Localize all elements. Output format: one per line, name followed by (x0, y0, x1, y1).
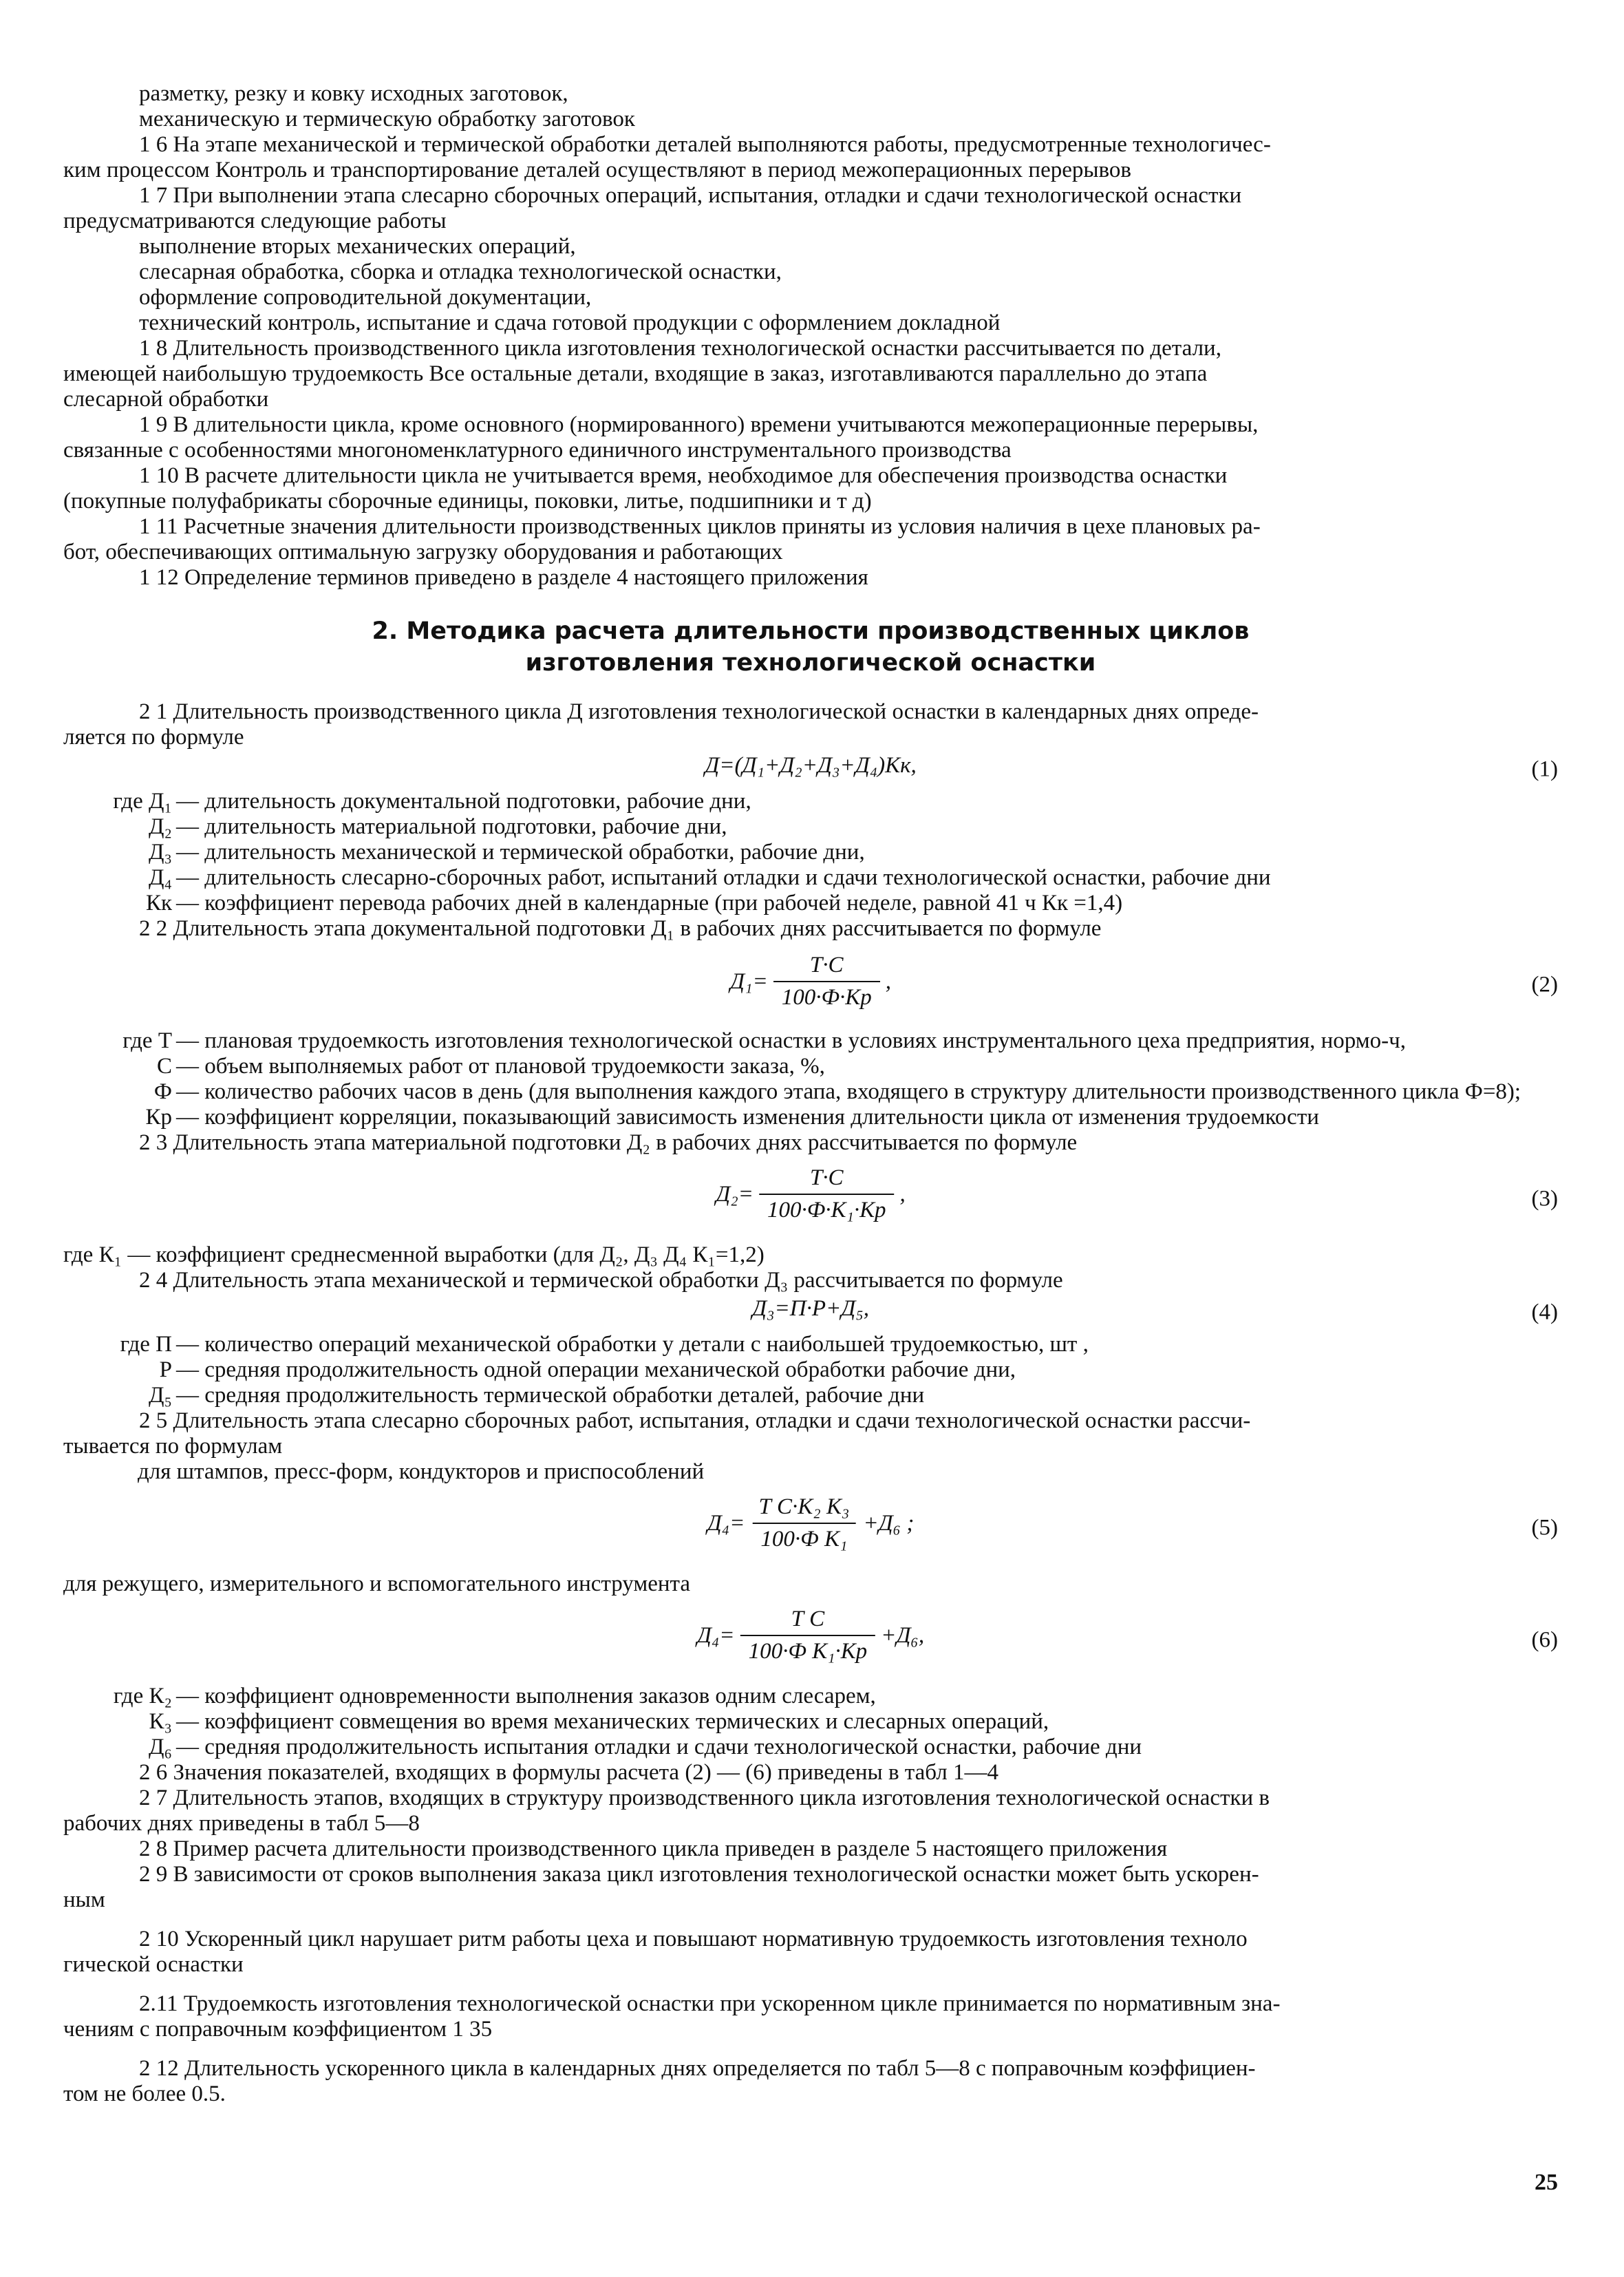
paragraph-1-12: 1 12 Определение терминов приведено в разделе 4 настоящего приложения (139, 565, 868, 590)
paragraph-1-10-cont: (покупные полуфабрикаты сборочные единицы, поковки, литье, подшипники и т д) (63, 489, 872, 513)
definition-text: — объем выполняемых работ от плановой трудоемкости заказа, %, (176, 1054, 825, 1079)
paragraph-1-8-cont: имеющей наибольшую трудоемкость Все остальные детали, входящие в заказ, изготавливаются параллельно до этапа (63, 361, 1208, 386)
definition-symbol: где К₂ (113, 1684, 172, 1708)
paragraph-1-9-cont: связанные с особенностями многономенклатурного единичного инструментального производства (63, 438, 1012, 463)
definition-symbol: Д₃ (148, 840, 172, 865)
formula-2 (730, 953, 891, 1010)
equation-number: (3) (1531, 1186, 1558, 1211)
formula-1: Д=(Д₁+Д₂+Д₃+Д₄)Кк, (705, 753, 917, 778)
definition-text: — плановая трудоемкость изготовления технологической оснастки в условиях инструментального цеха предприятия, нормо-ч, (176, 1028, 1407, 1053)
definition-text: — количество рабочих часов в день (для выполнения каждого этапа, входящего в структуру длительности производственного цикла Ф=8); (176, 1079, 1521, 1104)
definition-symbol: Д₅ (148, 1383, 172, 1408)
paragraph-2-9: 2 9 В зависимости от сроков выполнения заказа цикл изготовления технологической оснастки может быть ускорен- (139, 1862, 1259, 1887)
definition-text: — средняя продолжительность одной операции механической обработки рабочие дни, (176, 1357, 1016, 1382)
paragraph-1-9: 1 9 В длительности цикла, кроме основного (нормированного) времени учитываются межоперационные перерывы, (139, 412, 1259, 437)
definition-symbol: Ф (153, 1079, 172, 1104)
fraction (740, 1607, 876, 1664)
list-item: технический контроль, испытание и сдача готовой продукции с оформлением докладной (139, 310, 1001, 335)
paragraph-1-7-cont: предусматриваются следующие работы (63, 209, 447, 233)
paragraph-1-10: 1 10 В расчете длительности цикла не учитывается время, необходимое для обеспечения производства оснастки (139, 463, 1228, 488)
formula-tail: , (885, 968, 891, 994)
fraction (773, 953, 880, 1010)
definition-symbol: Р (159, 1357, 172, 1382)
paragraph-1-6-cont: ким процессом Контроль и транспортирование деталей осуществляют в период межоперационных перерывов (63, 158, 1131, 182)
paragraph-2-2: 2 2 Длительность этапа документальной подготовки Д₁ в рабочих днях рассчитывается по формуле (139, 916, 1102, 941)
definition-row (63, 1332, 1558, 1357)
definition-row (63, 1357, 1558, 1383)
paragraph-1-8-cont: слесарной обработки (63, 387, 269, 412)
formula-5-row (63, 1487, 1558, 1569)
paragraph-2-5-cont: тывается по формулам (63, 1434, 283, 1459)
section-heading-line: изготовления технологической оснастки (525, 649, 1096, 677)
definition-symbol: Д₆ (148, 1735, 172, 1759)
paragraph-1-8: 1 8 Длительность производственного цикла изготовления технологической оснастки рассчитывается по детали, (139, 336, 1221, 361)
definition-symbol: Д₄ (148, 865, 172, 890)
formula-tail: +Д₆ ; (863, 1510, 915, 1536)
formula-tail: , (899, 1181, 906, 1207)
numerator: Т·С (809, 953, 844, 977)
paragraph-1-11: 1 11 Расчетные значения длительности производственных циклов приняты из условия наличия в цехе плановых ра- (139, 514, 1261, 539)
definition-row (63, 814, 1558, 840)
spacer (63, 1913, 1558, 1927)
formula-tail: +Д₆, (881, 1622, 925, 1648)
denominator: 100·Ф К₁ (752, 1523, 855, 1552)
paragraph-2-4: 2 4 Длительность этапа механической и термической обработки Д₃ рассчитывается по формуле (139, 1268, 1063, 1293)
definition-text: — средняя продолжительность испытания отладки и сдачи технологической оснастки, рабочие дни (176, 1735, 1142, 1759)
document-page (63, 81, 1558, 2107)
intro-line: механическую и термическую обработку заготовок (139, 107, 635, 131)
definition-text: — длительность документальной подготовки, рабочие дни, (176, 789, 751, 814)
section-heading (63, 615, 1558, 679)
paragraph-2-8: 2 8 Пример расчета длительности производственного цикла приведен в разделе 5 настоящего приложения (139, 1836, 1168, 1861)
definition-row (63, 1028, 1558, 1054)
paragraph-2-1-cont: ляется по формуле (63, 725, 244, 750)
paragraph-2-9-cont: ным (63, 1887, 105, 1912)
definition-row (63, 789, 1558, 814)
definition-text: — длительность материальной подготовки, рабочие дни, (176, 814, 727, 839)
definition-row (63, 1105, 1558, 1130)
formula-1-row (63, 753, 1558, 786)
paragraph-2-5-subhead-2: для режущего, измерительного и вспомогательного инструмента (63, 1571, 691, 1596)
fraction (750, 1494, 857, 1552)
paragraph-2-11: 2.11 Трудоемкость изготовления технологической оснастки при ускоренном цикле принимается по нормативным зна- (139, 1991, 1281, 2016)
definition-symbol: Кк (145, 891, 172, 915)
list-item: слесарная обработка, сборка и отладка технологической оснастки, (139, 260, 782, 284)
paragraph-2-1: 2 1 Длительность производственного цикла Д изготовления технологической оснастки в календарных днях опреде- (139, 699, 1259, 724)
definition-text: — средняя продолжительность термической обработки деталей, рабочие дни (176, 1383, 925, 1408)
formula-lhs: Д₁= (730, 968, 768, 994)
definition-text: — коэффициент одновременности выполнения заказов одним слесарем, (176, 1684, 876, 1708)
definition-symbol: где Т (122, 1028, 172, 1053)
definition-text: — длительность слесарно-сборочных работ, испытаний отладки и сдачи технологической оснастки, рабочие дни (176, 865, 1271, 890)
equation-number: (6) (1531, 1627, 1558, 1653)
definition-symbol: С (156, 1054, 172, 1079)
paragraph-1-11-cont: бот, обеспечивающих оптимальную загрузку оборудования и работающих (63, 540, 783, 564)
definition-row (63, 1079, 1558, 1105)
definition-text: — длительность механической и термической обработки, рабочие дни, (176, 840, 865, 865)
paragraph-1-7: 1 7 При выполнении этапа слесарно сборочных операций, испытания, отладки и сдачи технологической оснастки (139, 183, 1242, 208)
fraction (759, 1165, 895, 1223)
numerator: Т·С (809, 1165, 844, 1190)
paragraph-2-12: 2 12 Длительность ускоренного цикла в календарных днях определяется по табл 5—8 с поправочным коэффициен- (139, 2056, 1256, 2081)
equation-number: (1) (1531, 756, 1558, 782)
definition-row (63, 1383, 1558, 1408)
definition-row (63, 1709, 1558, 1735)
formula-lhs: Д₄= (707, 1510, 745, 1536)
paragraph-2-10: 2 10 Ускоренный цикл нарушает ритм работы цеха и повышают нормативную трудоемкость изготовления техноло (139, 1927, 1248, 1951)
equation-number: (2) (1531, 972, 1558, 997)
denominator: 100·Ф К₁·Кр (740, 1635, 876, 1664)
paragraph-2-7-cont: рабочих днях приведены в табл 5—8 (63, 1811, 420, 1836)
intro-line: разметку, резку и ковку исходных заготовок, (139, 81, 568, 106)
list-item: выполнение вторых механических операций, (139, 234, 576, 259)
definition-symbol: где П (120, 1332, 172, 1357)
definition-symbol: где Д₁ (113, 789, 172, 814)
numerator: Т С·К₂ К₃ (758, 1494, 850, 1519)
formula-3-row (63, 1158, 1558, 1240)
formula-lhs: Д₄= (696, 1622, 735, 1648)
formula-4: Д₃=П·Р+Д₅, (752, 1296, 869, 1321)
definition-text: — коэффициент совмещения во время механических термических и слесарных операций, (176, 1709, 1049, 1734)
formula-2-row (63, 944, 1558, 1026)
denominator: 100·Ф·Кр (773, 981, 880, 1010)
definition-row (63, 840, 1558, 865)
definition-text: — количество операций механической обработки у детали с наибольшей трудоемкостью, шт , (176, 1332, 1089, 1357)
definition-row (63, 891, 1558, 916)
paragraph-2-5-subhead: для штампов, пресс-форм, кондукторов и приспособлений (138, 1459, 705, 1484)
denominator: 100·Ф·К₁·Кр (759, 1194, 895, 1223)
definition-symbol: Кр (145, 1105, 172, 1130)
paragraph-2-12-cont: том не более 0.5. (63, 2082, 226, 2106)
definition-symbol: Д₂ (148, 814, 172, 839)
formula-3 (716, 1165, 906, 1223)
definition-symbol: К₃ (149, 1709, 172, 1734)
formula-6-row (63, 1600, 1558, 1681)
formula-5 (707, 1494, 915, 1552)
page-number: 25 (1535, 2170, 1558, 2195)
formula-4-row (63, 1296, 1558, 1329)
equation-number: (5) (1531, 1515, 1558, 1540)
definition-row (63, 1054, 1558, 1079)
section-heading-line: 2. Методика расчета длительности производственных циклов (372, 617, 1250, 645)
paragraph-2-11-cont: чениям с поправочным коэффициентом 1 35 (63, 2017, 493, 2042)
definition-text: — коэффициент корреляции, показывающий зависимость изменения длительности цикла от изменения трудоемкости (176, 1105, 1319, 1130)
numerator: Т С (791, 1607, 825, 1631)
paragraph-2-10-cont: гической оснастки (63, 1952, 244, 1977)
list-item: оформление сопроводительной документации, (139, 285, 592, 310)
definition-row (63, 1735, 1558, 1760)
spacer (63, 2042, 1558, 2056)
formula-lhs: Д₂= (716, 1181, 754, 1207)
paragraph-2-5: 2 5 Длительность этапа слесарно сборочных работ, испытания, отладки и сдачи технологической оснастки рассчи- (139, 1408, 1251, 1433)
definition-k1: где К₁ — коэффициент среднесменной выработки (для Д₂, Д₃ Д₄ К₁=1,2) (63, 1242, 765, 1267)
paragraph-2-6: 2 6 Значения показателей, входящих в формулы расчета (2) — (6) приведены в табл 1—4 (139, 1760, 998, 1785)
spacer (63, 1978, 1558, 1991)
definition-row (63, 865, 1558, 891)
formula-6 (697, 1607, 924, 1664)
definition-text: — коэффициент перевода рабочих дней в календарные (при рабочей неделе, равной 41 ч Кк =1,4) (176, 891, 1123, 915)
paragraph-2-3: 2 3 Длительность этапа материальной подготовки Д₂ в рабочих днях рассчитывается по формуле (139, 1130, 1078, 1155)
equation-number: (4) (1531, 1300, 1558, 1325)
definition-row (63, 1684, 1558, 1709)
paragraph-2-7: 2 7 Длительность этапов, входящих в структуру производственного цикла изготовления технологической оснастки в (139, 1786, 1270, 1810)
paragraph-1-6: 1 6 На этапе механической и термической обработки деталей выполняются работы, предусмотренные технологичес- (139, 132, 1271, 157)
